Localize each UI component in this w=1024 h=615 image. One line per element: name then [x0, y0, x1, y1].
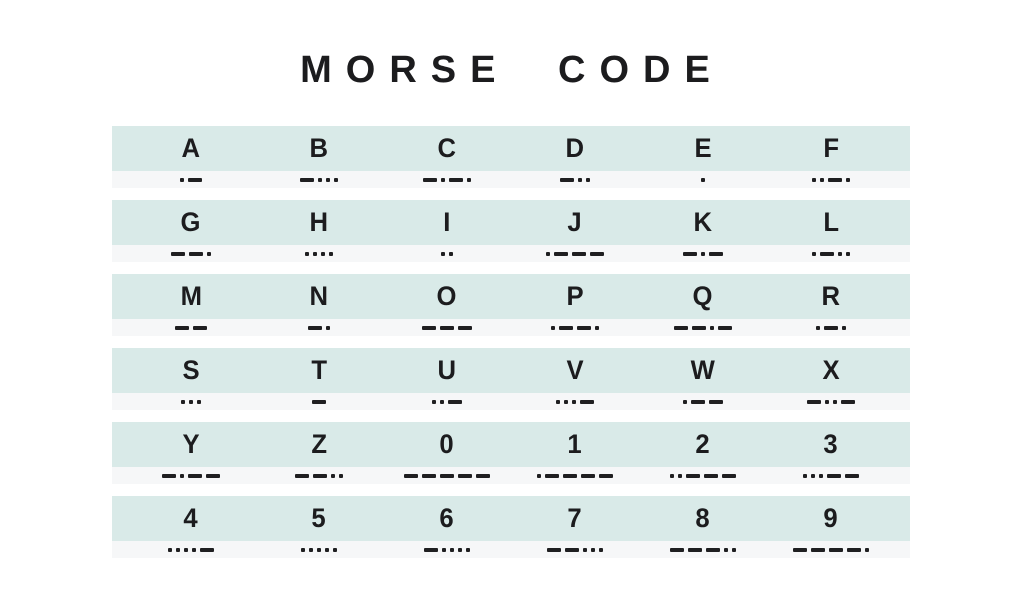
morse-dash-icon — [404, 474, 418, 478]
letter-cell: V — [566, 355, 584, 385]
morse-dot-icon — [595, 326, 599, 330]
morse-code-cell — [422, 326, 472, 330]
morse-dot-icon — [724, 548, 728, 552]
morse-dash-icon — [807, 400, 821, 404]
letter-cell: X — [822, 355, 840, 385]
morse-dot-icon — [670, 474, 674, 478]
morse-code-cell — [175, 326, 207, 330]
morse-dash-icon — [686, 474, 700, 478]
morse-dot-icon — [846, 178, 850, 182]
table-row — [112, 200, 910, 262]
letter-cell: Q — [693, 281, 713, 311]
morse-dash-icon — [193, 326, 207, 330]
morse-dash-icon — [709, 400, 723, 404]
morse-dot-icon — [450, 548, 454, 552]
morse-dot-icon — [334, 178, 338, 182]
morse-dash-icon — [200, 548, 214, 552]
morse-code-cell — [171, 252, 211, 256]
morse-code-cell — [560, 178, 590, 182]
morse-dash-icon — [545, 474, 559, 478]
letter-cell: E — [694, 133, 712, 163]
letter-band — [112, 126, 910, 171]
letter-cell: B — [309, 133, 329, 163]
letter-cell: K — [693, 207, 713, 237]
morse-dash-icon — [688, 548, 702, 552]
morse-dash-icon — [828, 178, 842, 182]
morse-code-cell — [547, 548, 603, 552]
morse-dot-icon — [591, 548, 595, 552]
morse-table — [112, 126, 910, 570]
morse-dot-icon — [820, 178, 824, 182]
morse-code-cell — [793, 548, 869, 552]
morse-dot-icon — [551, 326, 555, 330]
morse-code-cell — [683, 400, 723, 404]
morse-code-cell — [683, 252, 723, 256]
morse-dash-icon — [295, 474, 309, 478]
morse-dash-icon — [422, 474, 436, 478]
morse-dot-icon — [537, 474, 541, 478]
morse-dot-icon — [441, 252, 445, 256]
morse-dot-icon — [865, 548, 869, 552]
morse-code-cell — [295, 474, 343, 478]
letter-band — [112, 348, 910, 393]
morse-code-cell — [312, 400, 326, 404]
morse-dot-icon — [333, 548, 337, 552]
morse-dash-icon — [554, 252, 568, 256]
table-row — [112, 422, 910, 484]
morse-code-cell — [551, 326, 599, 330]
morse-dash-icon — [313, 474, 327, 478]
morse-dash-icon — [547, 548, 561, 552]
morse-dash-icon — [476, 474, 490, 478]
morse-dot-icon — [326, 326, 330, 330]
morse-dash-icon — [683, 252, 697, 256]
letter-band — [112, 274, 910, 319]
letter-band — [112, 496, 910, 541]
letter-cell: P — [566, 281, 584, 311]
morse-dot-icon — [578, 178, 582, 182]
morse-dot-icon — [329, 252, 333, 256]
morse-dash-icon — [590, 252, 604, 256]
morse-dot-icon — [546, 252, 550, 256]
morse-dot-icon — [325, 548, 329, 552]
morse-dot-icon — [326, 178, 330, 182]
morse-code-cell — [670, 474, 736, 478]
code-strip — [112, 319, 910, 336]
table-row — [112, 274, 910, 336]
morse-dot-icon — [449, 252, 453, 256]
morse-dot-icon — [812, 178, 816, 182]
morse-dash-icon — [718, 326, 732, 330]
letter-cell: Z — [311, 429, 327, 459]
morse-dot-icon — [683, 400, 687, 404]
morse-dash-icon — [175, 326, 189, 330]
morse-dash-icon — [577, 326, 591, 330]
morse-dot-icon — [321, 252, 325, 256]
letter-cell: 3 — [823, 429, 839, 459]
morse-code-cell — [556, 400, 594, 404]
code-strip — [112, 171, 910, 188]
letter-cell: A — [181, 133, 201, 163]
letter-cell: 0 — [439, 429, 455, 459]
morse-dot-icon — [442, 548, 446, 552]
morse-dot-icon — [441, 178, 445, 182]
letter-cell: 9 — [823, 503, 839, 533]
morse-dot-icon — [825, 400, 829, 404]
morse-dot-icon — [819, 474, 823, 478]
morse-dash-icon — [440, 474, 454, 478]
morse-dot-icon — [168, 548, 172, 552]
morse-code-cell — [441, 252, 453, 256]
morse-dash-icon — [559, 326, 573, 330]
morse-dash-icon — [580, 400, 594, 404]
morse-dash-icon — [162, 474, 176, 478]
morse-dash-icon — [829, 548, 843, 552]
page-title: MORSE CODE — [300, 49, 724, 91]
morse-code-cell — [180, 178, 202, 182]
morse-dot-icon — [583, 548, 587, 552]
letter-cell: 2 — [695, 429, 711, 459]
morse-code-cell — [701, 178, 705, 182]
letter-cell: W — [690, 355, 716, 385]
letter-cell: F — [823, 133, 839, 163]
morse-dot-icon — [180, 474, 184, 478]
letter-cell: 7 — [567, 503, 583, 533]
morse-code-cell — [670, 548, 736, 552]
morse-dash-icon — [206, 474, 220, 478]
morse-dot-icon — [556, 400, 560, 404]
morse-dot-icon — [313, 252, 317, 256]
morse-dot-icon — [432, 400, 436, 404]
table-row — [112, 496, 910, 558]
letter-cell: T — [311, 355, 327, 385]
morse-code-cell — [305, 252, 333, 256]
morse-code-cell — [162, 474, 220, 478]
letter-cell: 6 — [439, 503, 455, 533]
morse-dot-icon — [701, 178, 705, 182]
morse-dash-icon — [424, 548, 438, 552]
morse-dot-icon — [803, 474, 807, 478]
morse-dash-icon — [670, 548, 684, 552]
morse-dot-icon — [678, 474, 682, 478]
letter-cell: S — [182, 355, 200, 385]
morse-dash-icon — [171, 252, 185, 256]
morse-dash-icon — [847, 548, 861, 552]
letter-cell: G — [181, 207, 201, 237]
morse-dot-icon — [833, 400, 837, 404]
morse-dash-icon — [565, 548, 579, 552]
morse-dot-icon — [180, 178, 184, 182]
table-row — [112, 126, 910, 188]
morse-dash-icon — [423, 178, 437, 182]
code-strip — [112, 245, 910, 262]
morse-dash-icon — [572, 252, 586, 256]
table-row — [112, 348, 910, 410]
morse-code-cell — [803, 474, 859, 478]
morse-code-cell — [301, 548, 337, 552]
morse-dash-icon — [599, 474, 613, 478]
letter-cell: U — [437, 355, 457, 385]
morse-dot-icon — [309, 548, 313, 552]
letter-band — [112, 200, 910, 245]
morse-code-cell — [812, 178, 850, 182]
morse-dot-icon — [331, 474, 335, 478]
letter-cell: J — [567, 207, 583, 237]
morse-dash-icon — [722, 474, 736, 478]
letter-cell: M — [180, 281, 202, 311]
morse-dash-icon — [706, 548, 720, 552]
morse-dot-icon — [572, 400, 576, 404]
letter-cell: R — [821, 281, 841, 311]
morse-dash-icon — [691, 400, 705, 404]
morse-dot-icon — [440, 400, 444, 404]
morse-code-cell — [812, 252, 850, 256]
morse-dot-icon — [846, 252, 850, 256]
letter-cell: C — [437, 133, 457, 163]
morse-dot-icon — [176, 548, 180, 552]
morse-dash-icon — [449, 178, 463, 182]
morse-dot-icon — [838, 252, 842, 256]
morse-code-cell — [424, 548, 470, 552]
morse-dash-icon — [845, 474, 859, 478]
morse-dot-icon — [192, 548, 196, 552]
letter-cell: 1 — [567, 429, 583, 459]
morse-dash-icon — [820, 252, 834, 256]
morse-dash-icon — [422, 326, 436, 330]
morse-dash-icon — [440, 326, 454, 330]
morse-dot-icon — [305, 252, 309, 256]
morse-code-cell — [404, 474, 490, 478]
morse-dot-icon — [207, 252, 211, 256]
morse-dot-icon — [301, 548, 305, 552]
morse-dot-icon — [701, 252, 705, 256]
letter-cell: Y — [182, 429, 200, 459]
morse-dash-icon — [793, 548, 807, 552]
letter-cell: I — [443, 207, 451, 237]
morse-code-cell — [423, 178, 471, 182]
morse-dot-icon — [564, 400, 568, 404]
morse-dash-icon — [300, 178, 314, 182]
morse-code-cell — [674, 326, 732, 330]
morse-code-cell — [816, 326, 846, 330]
letter-cell: H — [309, 207, 329, 237]
letter-cell: 8 — [695, 503, 711, 533]
morse-code-cell — [537, 474, 613, 478]
morse-dash-icon — [189, 252, 203, 256]
morse-code-cell — [546, 252, 604, 256]
morse-dot-icon — [732, 548, 736, 552]
morse-dash-icon — [312, 400, 326, 404]
letter-cell: N — [309, 281, 329, 311]
letter-cell: L — [823, 207, 839, 237]
morse-dot-icon — [458, 548, 462, 552]
morse-code-cell — [168, 548, 214, 552]
morse-dot-icon — [181, 400, 185, 404]
morse-dash-icon — [824, 326, 838, 330]
code-strip — [112, 467, 910, 484]
morse-dash-icon — [704, 474, 718, 478]
morse-dash-icon — [308, 326, 322, 330]
morse-dot-icon — [599, 548, 603, 552]
morse-dot-icon — [184, 548, 188, 552]
morse-dot-icon — [339, 474, 343, 478]
morse-dash-icon — [458, 326, 472, 330]
code-strip — [112, 541, 910, 558]
morse-dash-icon — [581, 474, 595, 478]
morse-dash-icon — [841, 400, 855, 404]
morse-dot-icon — [467, 178, 471, 182]
morse-dash-icon — [560, 178, 574, 182]
letter-cell: 5 — [311, 503, 327, 533]
morse-code-cell — [432, 400, 462, 404]
letter-cell: 4 — [183, 503, 199, 533]
morse-dash-icon — [563, 474, 577, 478]
morse-dot-icon — [197, 400, 201, 404]
morse-dash-icon — [448, 400, 462, 404]
morse-dot-icon — [812, 252, 816, 256]
morse-dot-icon — [586, 178, 590, 182]
morse-dot-icon — [710, 326, 714, 330]
letter-cell: D — [565, 133, 585, 163]
morse-dot-icon — [189, 400, 193, 404]
morse-dot-icon — [811, 474, 815, 478]
morse-code-cell — [308, 326, 330, 330]
morse-dash-icon — [674, 326, 688, 330]
morse-code-cell — [300, 178, 338, 182]
morse-dash-icon — [827, 474, 841, 478]
morse-dash-icon — [811, 548, 825, 552]
morse-dot-icon — [318, 178, 322, 182]
morse-dot-icon — [466, 548, 470, 552]
morse-dash-icon — [188, 474, 202, 478]
morse-code-cell — [807, 400, 855, 404]
morse-dot-icon — [816, 326, 820, 330]
morse-dash-icon — [458, 474, 472, 478]
morse-dot-icon — [317, 548, 321, 552]
morse-dash-icon — [709, 252, 723, 256]
morse-code-cell — [181, 400, 201, 404]
morse-dash-icon — [188, 178, 202, 182]
morse-dash-icon — [692, 326, 706, 330]
morse-dot-icon — [842, 326, 846, 330]
letter-band — [112, 422, 910, 467]
letter-cell: O — [437, 281, 457, 311]
code-strip — [112, 393, 910, 410]
